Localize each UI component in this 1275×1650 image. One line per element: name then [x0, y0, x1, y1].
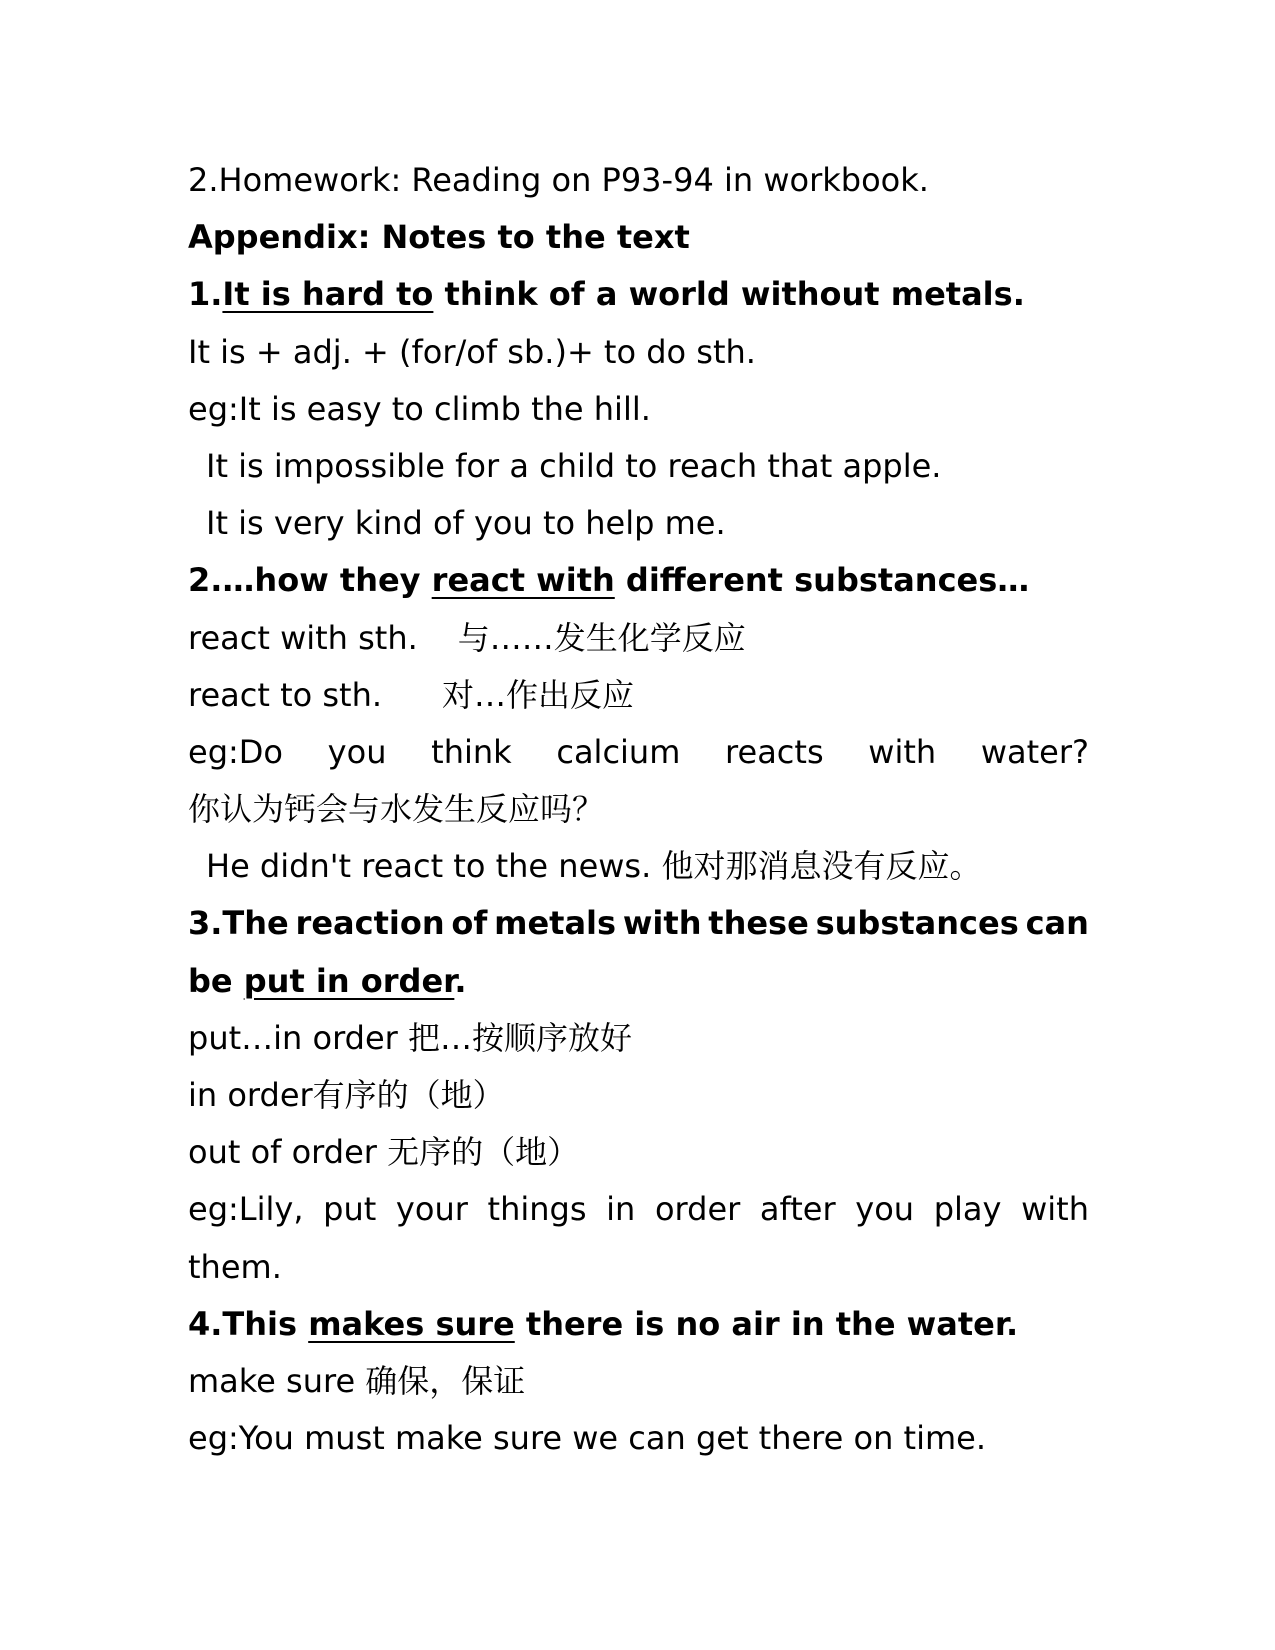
note-3-heading-word: 3.The: [188, 904, 289, 943]
note-3-example-word: eg:Lily,: [188, 1190, 304, 1229]
note-2-example-1: [188, 724, 1089, 781]
note-3-key-phrase: put in order: [243, 961, 455, 1000]
note-1-heading: [188, 266, 1089, 323]
note-3-heading-word: these: [708, 904, 809, 943]
note-1-key-phrase: It is hard to: [222, 275, 434, 314]
note-3-heading-word: reaction: [295, 904, 445, 943]
note-2-example-word: water?: [980, 732, 1089, 771]
note-3-heading-word: metals: [494, 904, 617, 943]
note-1-example-1: eg:It is easy to climb the hill.: [188, 389, 651, 428]
note-3-example-word: in: [606, 1190, 636, 1229]
homework-line: 2.Homework: Reading on P93-94 in workbook.: [188, 161, 929, 199]
note-3-heading-post: .: [454, 961, 467, 1000]
note-4-heading-post: there is no air in the water.: [514, 1304, 1019, 1343]
note-3-example-word: put: [323, 1190, 377, 1229]
note-4-heading-pre: 4.This: [188, 1304, 309, 1343]
note-3-definition-2: in order有序的（地）: [188, 1076, 505, 1114]
note-3-example-word: after: [759, 1190, 836, 1229]
note-3-heading-pre: be: [188, 961, 244, 1000]
note-2-example-word: eg:Do: [188, 732, 283, 771]
note-2-example-word: with: [868, 732, 937, 771]
note-2-definition-1: [188, 610, 1089, 667]
note-3-definition-3: out of order 无序的（地）: [188, 1133, 580, 1172]
note-2-example-word: calcium: [556, 732, 681, 771]
note-2-def-2-en: react to sth.: [188, 675, 383, 714]
note-3-heading-word: with: [622, 904, 702, 943]
document-page: [188, 152, 1089, 1467]
note-3-example-word: with: [1021, 1190, 1089, 1229]
note-2-key-phrase: react with: [431, 561, 615, 600]
note-4-heading: [188, 1296, 1089, 1353]
note-3-heading-line-1: [188, 895, 1089, 952]
note-1-pattern: It is + adj. + (for/of sb.)+ to do sth.: [188, 332, 756, 371]
note-3-example-word: things: [487, 1190, 587, 1229]
note-2-example-word: reacts: [725, 732, 824, 771]
note-3-example-word: play: [933, 1190, 1002, 1229]
note-1-example-2: It is impossible for a child to reach that apple.: [206, 446, 942, 485]
note-3-heading-word: can: [1025, 904, 1089, 943]
note-1-number: 1.: [188, 275, 223, 314]
note-2-heading-post: different substances…: [614, 561, 1030, 600]
note-2-heading-pre: 2.…how they: [188, 561, 432, 600]
note-2-example-word: think: [431, 732, 512, 771]
note-1-heading-rest: think of a world without metals.: [433, 275, 1025, 314]
note-3-example-continued: them.: [188, 1247, 282, 1286]
note-2-heading: [188, 552, 1089, 609]
note-3-heading-word: substances: [815, 904, 1019, 943]
appendix-title: Appendix: Notes to the text: [188, 218, 690, 257]
note-3-example-word: order: [654, 1190, 741, 1229]
note-4-definition: make sure 确保，保证: [188, 1361, 526, 1400]
note-3-heading-word: of: [451, 904, 488, 943]
note-2-def-2-zh: 对…作出反应: [442, 675, 635, 714]
note-4-example: eg:You must make sure we can get there on time.: [188, 1419, 986, 1458]
note-2-example-1-translation: 你认为钙会与水发生反应吗？: [188, 790, 605, 829]
note-1-example-3: It is very kind of you to help me.: [206, 504, 726, 543]
note-2-definition-2: [188, 667, 1089, 724]
note-2-def-1-zh: 与……发生化学反应: [457, 618, 746, 657]
note-4-key-phrase: makes sure: [308, 1304, 515, 1343]
note-2-example-word: you: [327, 732, 387, 771]
note-3-definition-1: put…in order 把…按顺序放好: [188, 1018, 632, 1057]
note-3-heading-line-2: [188, 953, 1089, 1010]
note-2-example-2: He didn't react to the news. 他对那消息没有反应。: [206, 847, 982, 886]
note-2-def-1-en: react with sth.: [188, 618, 418, 657]
note-3-example-word: you: [855, 1190, 915, 1229]
note-3-example: [188, 1181, 1089, 1238]
note-3-example-word: your: [395, 1190, 468, 1229]
